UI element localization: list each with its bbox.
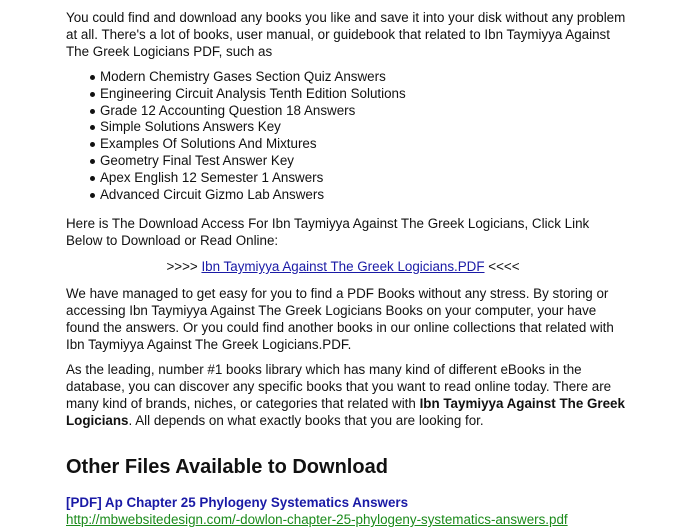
list-item: Advanced Circuit Gizmo Lab Answers — [66, 187, 406, 204]
library-paragraph — [66, 361, 626, 429]
link-suffix: <<<< — [488, 259, 520, 274]
library-text-after: . All depends on what exactly books that you are looking for. — [128, 413, 484, 428]
link-prefix: >>>> — [166, 259, 198, 274]
related-books-list — [66, 69, 406, 203]
download-pdf-link[interactable]: Ibn Taymiyya Against The Greek Logicians.PDF — [201, 259, 485, 274]
download-link-line — [66, 258, 620, 275]
managed-paragraph: We have managed to get easy for you to find a PDF Books without any stress. By storing or accessing Ibn Taymiyya Against The Greek Logicians Books on your computer, your have found the answers. Or you could find another books in our online collections that related with Ibn Taymiyya Against The Greek Logicians.PDF. — [66, 286, 614, 352]
intro-paragraph: You could find and download any books you like and save it into your disk without any problem at all. There's a lot of books, user manual, or guidebook that related to Ibn Taymiyya Against The Greek Logicians PDF, such as — [66, 10, 626, 59]
library-bold-title: Ibn Taymiyya Against The Greek Logicians — [66, 396, 625, 428]
list-item: Grade 12 Accounting Question 18 Answers — [66, 103, 406, 120]
list-item: Engineering Circuit Analysis Tenth Edition Solutions — [66, 86, 406, 103]
other-files-heading: Other Files Available to Download — [66, 456, 388, 478]
download-access-paragraph: Here is The Download Access For Ibn Taymiyya Against The Greek Logicians, Click Link Below to Download or Read Online: — [66, 216, 590, 248]
list-item: Apex English 12 Semester 1 Answers — [66, 170, 406, 187]
other-file-url-link[interactable]: http://mbwebsitedesign.com/-dowlon-chapter-25-phylogeny-systematics-answers.pdf — [66, 512, 568, 527]
other-file-title-link[interactable]: [PDF] Ap Chapter 25 Phylogeny Systematics Answers — [66, 495, 409, 510]
list-item: Modern Chemistry Gases Section Quiz Answers — [66, 69, 406, 86]
list-item: Examples Of Solutions And Mixtures — [66, 136, 406, 153]
library-text-before: As the leading, number #1 books library which has many kind of different eBooks in the database, you can discover any specific books that you want to read online today. There are many kind of brands, niches, or categories that related with — [66, 362, 612, 411]
list-item: Simple Solutions Answers Key — [66, 119, 406, 136]
list-item: Geometry Final Test Answer Key — [66, 153, 406, 170]
